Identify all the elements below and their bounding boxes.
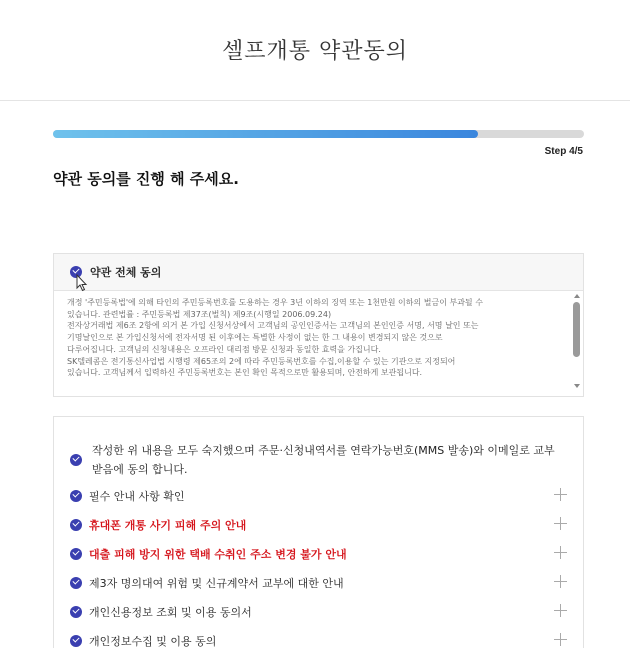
terms-line: 개정 '주민등록법'에 의해 타인의 주민등록번호를 도용하는 경우 3년 이하의 징역 또는 1천만원 이하의 벌금이 부과될 수 <box>67 298 483 307</box>
consent-item[interactable] <box>70 602 568 622</box>
consent-item[interactable] <box>70 486 568 506</box>
consent-panel <box>53 416 584 648</box>
terms-line: SK텔레콤은 전기통신사업법 시행령 제65조의 2에 따라 주민등록번호를 수집,이용할 수 있는 기관으로 지정되어 <box>67 356 456 366</box>
terms-scrollbar[interactable] <box>573 294 581 392</box>
consent-item[interactable] <box>70 573 568 593</box>
consent-item-label: 제3자 명의대여 위험 및 신규계약서 교부에 대한 안내 <box>89 577 344 590</box>
all-agree-panel <box>53 253 584 397</box>
expand-plus-icon[interactable] <box>554 604 568 618</box>
check-circle-icon <box>70 548 82 560</box>
terms-line: 기명날인으로 본 가입신청서에 전자서명 된 이후에는 특별한 사정이 없는 한 그 내용이 변경되지 않은 것으로 <box>67 333 443 343</box>
check-circle-icon <box>70 577 82 589</box>
consent-item-label: 필수 안내 사항 확인 <box>89 490 185 503</box>
page-header <box>0 0 630 101</box>
consent-item-label: 개인정보수집 및 이용 동의 <box>89 635 217 648</box>
check-circle-icon <box>70 635 82 647</box>
scroll-down-arrow-icon[interactable] <box>574 384 580 388</box>
expand-plus-icon[interactable] <box>554 575 568 589</box>
step-indicator: Step 4/5 <box>544 146 583 157</box>
expand-plus-icon[interactable] <box>554 633 568 647</box>
progress-bar-fill <box>53 130 478 138</box>
terms-line: 전자상거래법 제6조 2항에 의거 본 가입 신청서상에서 고객님의 공인인증서는 고객님의 본인인증 서명, 서명 날인 또는 <box>67 321 479 331</box>
all-agree-label: 약관 전체 동의 <box>90 266 162 279</box>
consent-item-label: 개인신용정보 조회 및 이용 동의서 <box>89 606 252 619</box>
expand-plus-icon[interactable] <box>554 517 568 531</box>
consent-intro-text: 작성한 위 내용을 모두 숙지했으며 주문·신청내역서를 연락가능번호(MMS 발송)와 이메일로 교부 받음에 동의 합니다. <box>92 444 555 476</box>
terms-text-area[interactable] <box>67 297 565 393</box>
scroll-up-arrow-icon[interactable] <box>574 294 580 298</box>
expand-plus-icon[interactable] <box>554 488 568 502</box>
scroll-thumb[interactable] <box>573 302 580 357</box>
terms-line: 다루어집니다. 고객님의 신청내용은 오프라인 대리점 방문 신청과 동일한 효력을 가집니다. <box>67 344 381 354</box>
consent-item[interactable] <box>70 515 568 535</box>
progress-bar <box>53 130 584 138</box>
expand-plus-icon[interactable] <box>554 546 568 560</box>
consent-item-label: 대출 피해 방지 위한 택배 수취인 주소 변경 불가 안내 <box>89 548 347 561</box>
consent-item[interactable] <box>70 631 568 648</box>
page-title: 셀프개통 약관동의 <box>221 39 408 64</box>
mouse-cursor-icon <box>76 274 90 292</box>
consent-item[interactable] <box>70 544 568 564</box>
check-circle-icon <box>70 519 82 531</box>
terms-line: 있습니다. 고객님께서 입력하신 주민등록번호는 본인 확인 목적으로만 활용되며, 안전하게 보관됩니다. <box>67 368 423 378</box>
check-circle-icon <box>70 606 82 618</box>
section-title: 약관 동의를 진행 해 주세요. <box>53 170 239 188</box>
terms-line: 있습니다. 관련법률 : 주민등록법 제37조(벌칙) 제9조(시행일 2006.09.24) <box>67 309 332 319</box>
consent-intro-checkbox[interactable] <box>70 441 560 479</box>
all-agree-checkbox[interactable] <box>54 254 583 291</box>
check-circle-icon <box>70 454 82 466</box>
check-circle-icon <box>70 490 82 502</box>
consent-item-label: 휴대폰 개통 사기 피해 주의 안내 <box>89 519 247 532</box>
